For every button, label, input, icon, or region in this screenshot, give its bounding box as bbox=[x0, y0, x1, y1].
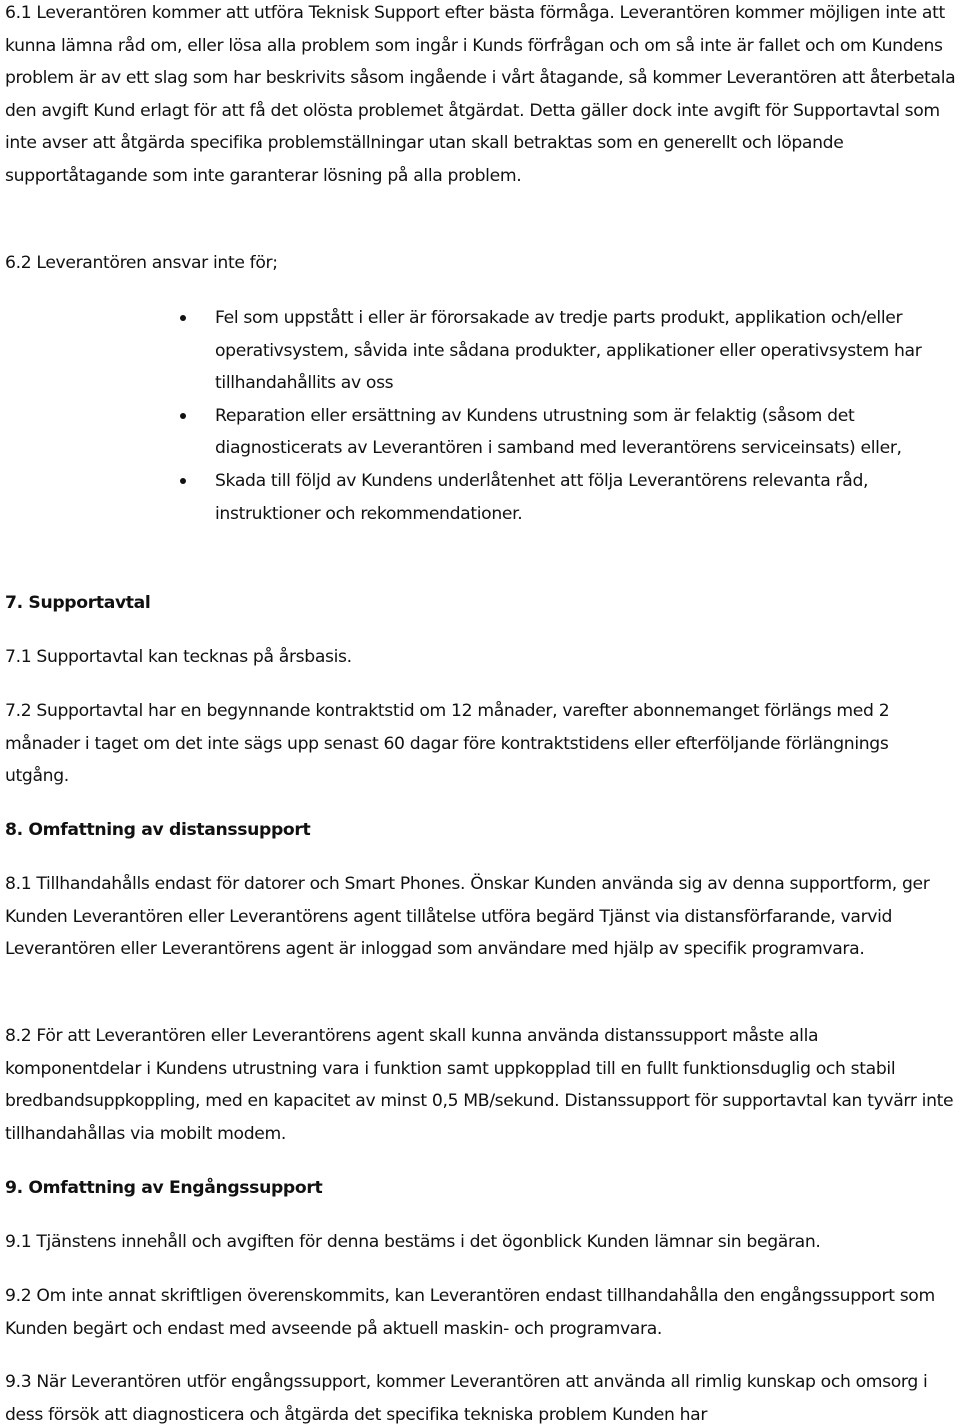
list-item-text: Skada till följd av Kundens underlåtenhet att följa Leverantörens relevanta råd, instruktioner och rekommendationer. bbox=[215, 470, 869, 524]
heading-9: 9. Omfattning av Engångssupport bbox=[5, 1178, 323, 1198]
heading-7: 7. Supportavtal bbox=[5, 593, 151, 613]
bullet-icon bbox=[180, 413, 186, 419]
paragraph-9-1: 9.1 Tjänstens innehåll och avgiften för denna bestäms i det ögonblick Kunden lämnar sin begäran. bbox=[5, 1232, 821, 1252]
bullet-icon bbox=[180, 315, 186, 321]
paragraph-6-2: 6.2 Leverantören ansvar inte för; bbox=[5, 253, 278, 273]
bullet-icon bbox=[180, 478, 186, 484]
paragraph-6-1: 6.1 Leverantören kommer att utföra Teknisk Support efter bästa förmåga. Leverantören kommer möjligen inte att kunna lämna råd om, eller lösa alla problem som ingår i Kunds förfrågan och om så inte är fallet och om Kundens problem är av ett slag som har beskrivits såsom ingående i vårt åtagande, så kommer Leverantören att återbetala den avgift Kund erlagt för att få det olösta problemet åtgärdat. Detta gäller dock inte avgift för Supportavtal som inte avser att åtgärda specifika problemställningar utan skall betraktas som en generellt och löpande supportåtagande som inte garanterar lösning på alla problem. bbox=[5, 3, 956, 186]
paragraph-9-3: 9.3 När Leverantören utför engångssupport, kommer Leverantören att använda all rimlig kunskap och omsorg i dess försök att diagnosticera och åtgärda det specifika tekniska problem Kunden har bbox=[5, 1372, 928, 1425]
list-item-text: Reparation eller ersättning av Kundens utrustning som är felaktig (såsom det diagnosticerats av Leverantören i samband med leverantörens serviceinsats) eller, bbox=[215, 405, 902, 459]
liability-exclusion-list bbox=[180, 302, 960, 530]
paragraph-9-2: 9.2 Om inte annat skriftligen överenskommits, kan Leverantören endast tillhandahålla den engångssupport som Kunden begärt och endast med avseende på aktuell maskin- och programvara. bbox=[5, 1286, 935, 1339]
list-item bbox=[180, 302, 960, 400]
list-item-text: Fel som uppstått i eller är förorsakade av tredje parts produkt, applikation och/eller operativsystem, såvida inte sådana produkter, applikationer eller operativsystem har tillhandahållits av oss bbox=[215, 308, 922, 394]
paragraph-7-1: 7.1 Supportavtal kan tecknas på årsbasis. bbox=[5, 647, 352, 667]
list-item bbox=[180, 465, 960, 530]
paragraph-7-2: 7.2 Supportavtal har en begynnande kontraktstid om 12 månader, varefter abonnemanget förlängs med 2 månader i taget om det inte sägs upp senast 60 dagar före kontraktstidens eller efterföljande förlängnings utgång. bbox=[5, 701, 890, 787]
list-item bbox=[180, 400, 960, 465]
paragraph-8-1: 8.1 Tillhandahålls endast för datorer och Smart Phones. Önskar Kunden använda sig av denna supportform, ger Kunden Leverantören eller Leverantörens agent tillåtelse utföra begärd Tjänst via distansförfarande, varvid Leverantören eller Leverantörens agent är inloggad som användare med hjälp av specifik programvara. bbox=[5, 874, 930, 960]
heading-8: 8. Omfattning av distanssupport bbox=[5, 820, 311, 840]
paragraph-8-2: 8.2 För att Leverantören eller Leverantörens agent skall kunna använda distanssupport måste alla komponentdelar i Kundens utrustning vara i funktion samt uppkopplad till en fullt funktionsduglig och stabil bredbandsuppkoppling, med en kapacitet av minst 0,5 MB/sekund. Distanssupport för supportavtal kan tyvärr inte tillhandahållas via mobilt modem. bbox=[5, 1026, 954, 1144]
